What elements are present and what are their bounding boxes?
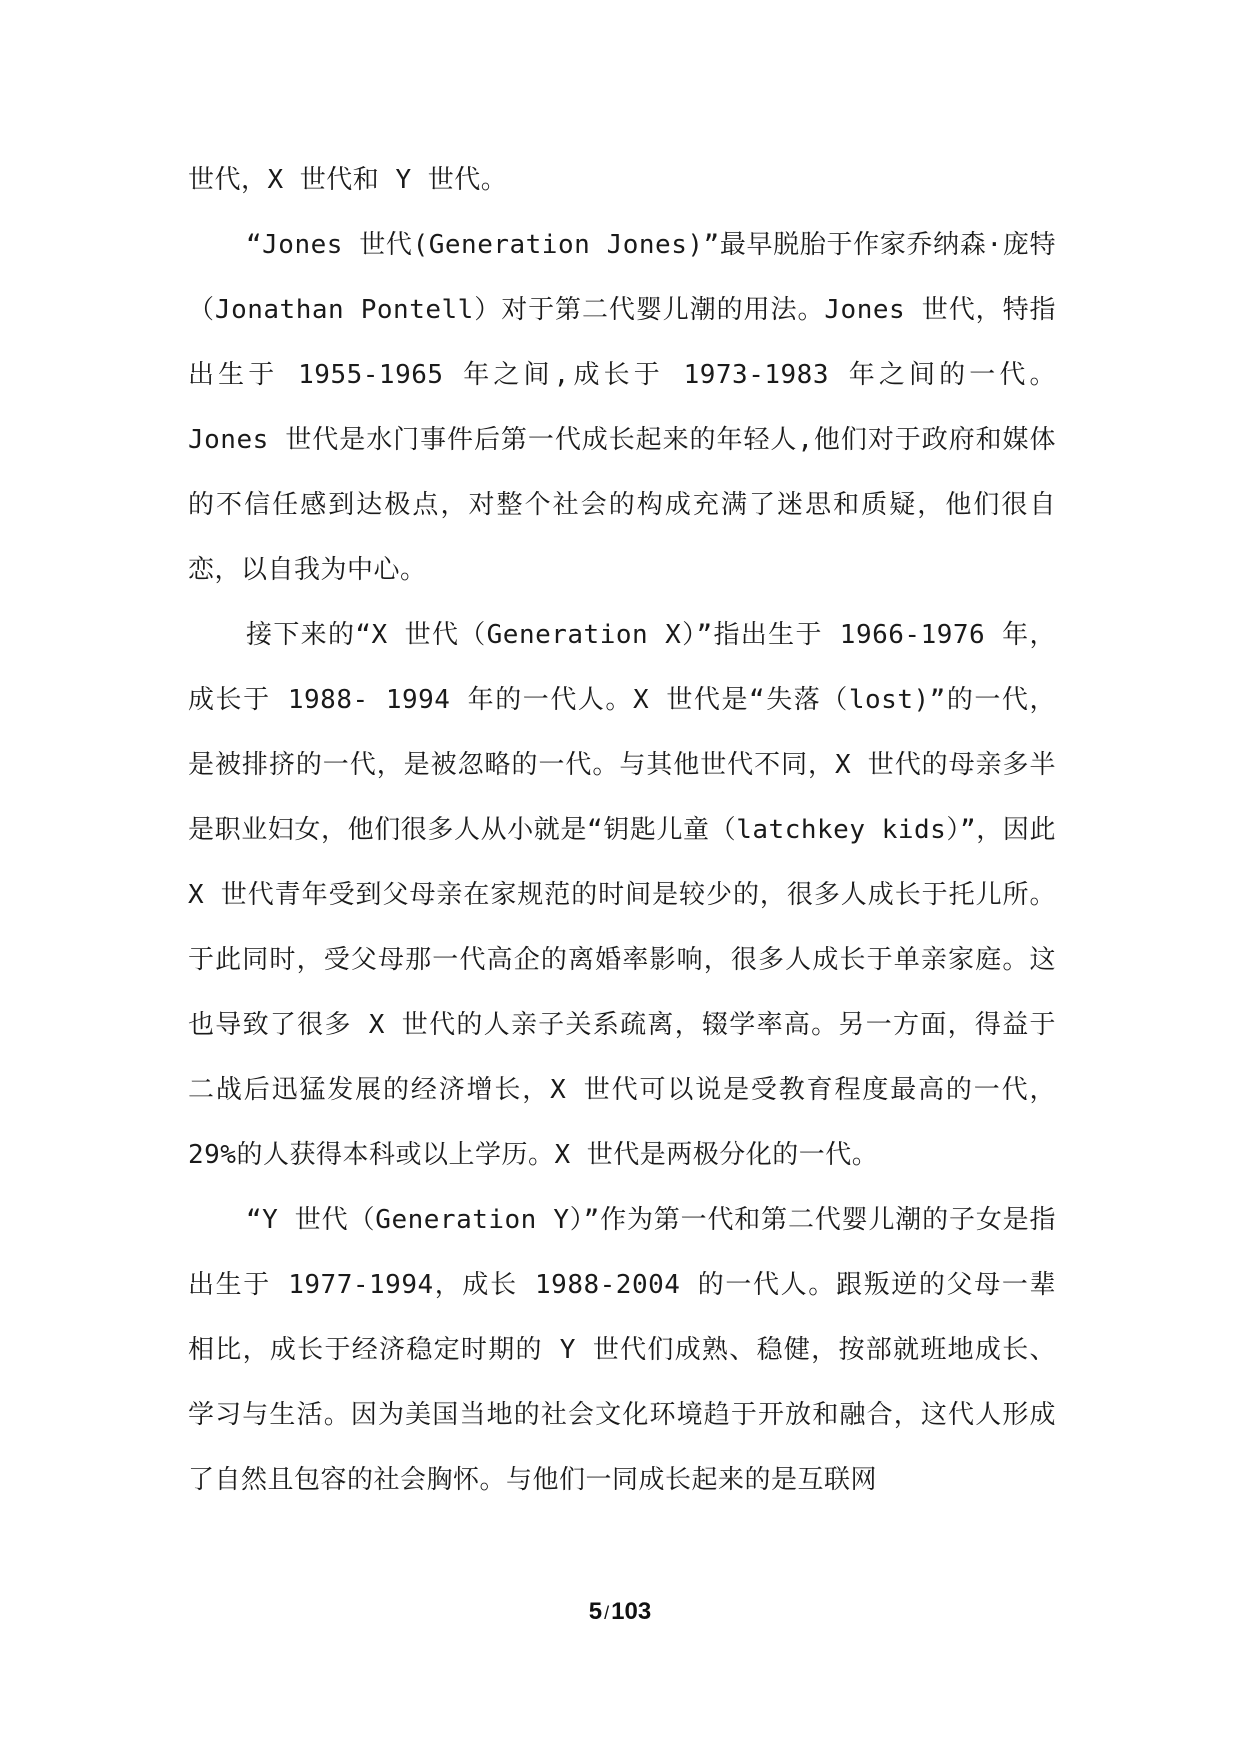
total-pages: 103 <box>611 1598 652 1625</box>
document-body <box>188 148 1056 1513</box>
paragraph-3: 接下来的“X 世代（Generation X）”指出生于 1966-1976 年，成长于 1988- 1994 年的一代人。X 世代是“失落（lost)”的一代，是被排挤的一代，是被忽略的一代。与其他世代不同，X 世代的母亲多半是职业妇女，他们很多人从小就是“钥匙儿童（latchkey kids）”，因此 X 世代青年受到父母亲在家规范的时间是较少的，很多人成长于托儿所。于此同时，受父母那一代高企的离婚率影响，很多人成长于单亲家庭。这也导致了很多 X 世代的人亲子关系疏离，辍学率高。另一方面，得益于二战后迅猛发展的经济增长，X 世代可以说是受教育程度最高的一代，29%的人获得本科或以上学历。X 世代是两极分化的一代。 <box>188 620 1056 1170</box>
page-number <box>0 1598 1240 1626</box>
paragraph-2: “Jones 世代(Generation Jones)”最早脱胎于作家乔纳森·庞特（Jonathan Pontell）对于第二代婴儿潮的用法。Jones 世代，特指出生于 1955-1965 年之间,成长于 1973-1983 年之间的一代。Jones 世代是水门事件后第一代成长起来的年轻人,他们对于政府和媒体的不信任感到达极点，对整个社会的构成充满了迷思和质疑，他们很自恋，以自我为中心。 <box>188 230 1056 585</box>
paragraph-1: 世代，X 世代和 Y 世代。 <box>188 165 508 195</box>
paragraph-4: “Y 世代（Generation Y）”作为第一代和第二代婴儿潮的子女是指出生于 1977-1994，成长 1988-2004 的一代人。跟叛逆的父母一辈相比，成长于经济稳定时期的 Y 世代们成熟、稳健，按部就班地成长、学习与生活。因为美国当地的社会文化环境趋于开放和融合，这代人形成了自然且包容的社会胸怀。与他们一同成长起来的是互联网 <box>188 1205 1056 1495</box>
current-page: 5 <box>588 1598 603 1625</box>
page-separator: / <box>604 1603 610 1623</box>
